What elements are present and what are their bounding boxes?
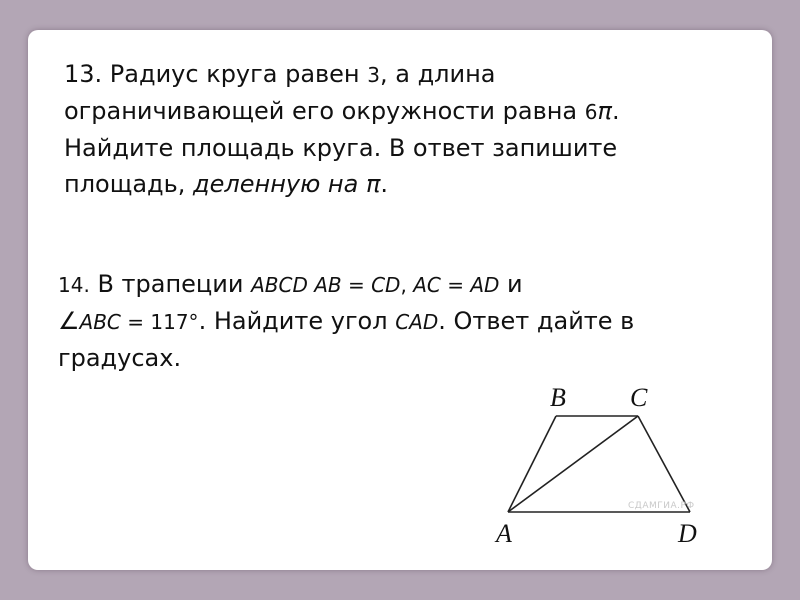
watermark: СДАМГИА.РФ [628, 501, 695, 511]
side-ab [508, 416, 556, 512]
radius-value: 3 [367, 63, 380, 87]
circumference-value: 6 [584, 100, 598, 124]
problem-14-text: 14. В трапеции ABCD AB = CD, AC = AD и ∠ABC = 117°. Найдите угол CAD. Ответ дайте в градусах. [58, 270, 635, 372]
side-cd [638, 416, 690, 512]
label-a: A [496, 519, 512, 548]
label-d: D [678, 519, 697, 548]
trapezoid-figure [490, 382, 730, 552]
diagonal-ac [508, 416, 638, 512]
label-b: B [550, 383, 566, 412]
problem-13-number: 13. [64, 60, 103, 88]
problem-13-text: 13. Радиус круга равен 3, а длина ограничивающей его окружности равна 6π. Найдите площадь круга. В ответ запишите площадь, деленную на π. [64, 60, 620, 198]
angle-symbol: ∠ [58, 307, 80, 335]
italic-phrase: деленную на π [193, 170, 381, 198]
angle-value: 117° [150, 310, 199, 334]
label-c: C [630, 383, 648, 412]
problem-14-number: 14. [58, 273, 90, 297]
